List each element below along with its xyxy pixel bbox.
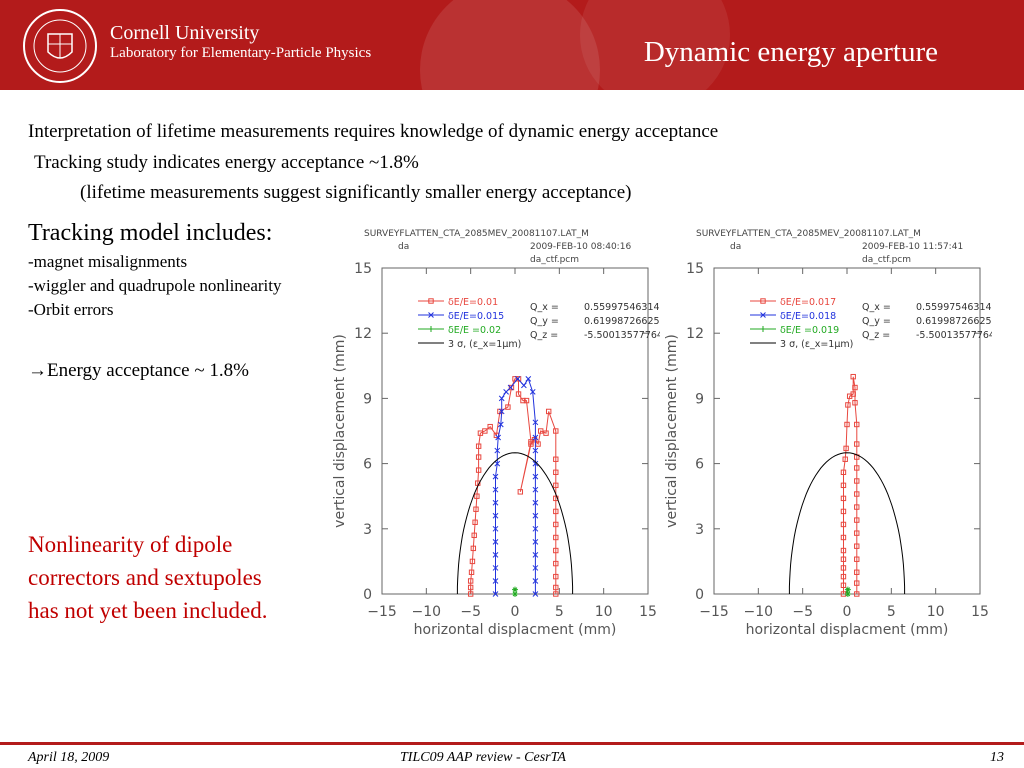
university-name: Cornell University	[110, 22, 260, 44]
legend-label: δE/E=0.015	[448, 311, 505, 322]
y-tick-label: 3	[363, 521, 372, 538]
data-point	[521, 383, 526, 388]
cornell-seal-logo	[22, 8, 98, 84]
tune-label: Q_z =	[530, 330, 559, 341]
slide-header	[0, 0, 1024, 90]
footer-divider	[0, 742, 1024, 745]
data-point	[526, 376, 531, 381]
legend-label: δE/E=0.01	[448, 297, 499, 308]
body-line-2: Tracking study indicates energy acceptance ~1.8%	[34, 152, 419, 173]
x-axis-label: horizontal displacment (mm)	[413, 622, 617, 638]
legend-label: δE/E =0.019	[780, 325, 840, 336]
x-axis-label: horizontal displacment (mm)	[745, 622, 949, 638]
x-tick-label: −5	[792, 604, 813, 620]
tune-value: 0.55997546314	[916, 302, 992, 313]
body-line-1: Interpretation of lifetime measurements requires knowledge of dynamic energy acceptance	[28, 121, 719, 142]
tune-value: -5.50013577764	[584, 330, 660, 341]
footer-date: April 18, 2009	[28, 750, 110, 765]
plot-header-text: SURVEYFLATTEN_CTA_2085MEV_20081107.LAT_M	[364, 229, 589, 239]
data-point	[512, 587, 518, 593]
model-item: -magnet misalignments	[28, 252, 188, 271]
x-tick-label: 10	[594, 604, 613, 620]
footer-event: TILC09 AAP review - CesrTA	[400, 750, 566, 765]
model-item: -Orbit errors	[28, 300, 114, 319]
x-tick-label: 0	[510, 604, 520, 620]
x-tick-label: −5	[460, 604, 481, 620]
legend-label: δE/E =0.02	[448, 325, 502, 336]
y-axis-label: vertical displacement (mm)	[332, 334, 348, 528]
plot-svg	[330, 222, 660, 642]
y-tick-label: 0	[363, 587, 372, 603]
lab-name: Laboratory for Elementary-Particle Physics	[110, 45, 372, 61]
tune-value: 0.61998726625	[916, 316, 992, 327]
x-tick-label: −10	[411, 604, 442, 620]
data-point	[504, 389, 509, 394]
acceptance-line	[28, 360, 249, 382]
legend-marker	[428, 326, 434, 332]
legend-label: δE/E=0.017	[780, 297, 837, 308]
tune-value: 0.61998726625	[584, 316, 660, 327]
plot-header-text: da_ctf.pcm	[530, 255, 580, 265]
footer-page-number: 13	[990, 750, 1004, 765]
x-tick-label: 15	[971, 604, 989, 620]
model-item: -wiggler and quadrupole nonlinearity	[28, 276, 282, 295]
dynamic-aperture-plot-left	[330, 222, 660, 647]
y-tick-label: 15	[354, 261, 372, 277]
note-line: Nonlinearity of dipole	[28, 532, 233, 557]
legend-label: 3 σ, (ε_x=1μm)	[448, 339, 522, 350]
y-tick-label: 0	[695, 587, 704, 603]
plot-header-text: da	[730, 242, 742, 252]
plot-header-text: SURVEYFLATTEN_CTA_2085MEV_20081107.LAT_M	[696, 229, 921, 239]
y-tick-label: 6	[695, 456, 704, 473]
note-line: has not yet been included.	[28, 598, 268, 623]
tune-value: 0.55997546314	[584, 302, 660, 313]
y-tick-label: 3	[695, 521, 704, 538]
x-tick-label: −15	[367, 604, 397, 620]
x-tick-label: 0	[842, 604, 852, 620]
plot-header-text: 2009-FEB-10 08:40:16	[530, 242, 632, 252]
plot-header-text: da_ctf.pcm	[862, 255, 912, 265]
x-tick-label: −10	[743, 604, 774, 620]
arrow-icon: →	[28, 360, 47, 381]
x-tick-label: 10	[926, 604, 945, 620]
tune-label: Q_y =	[530, 316, 559, 327]
y-tick-label: 9	[695, 391, 704, 408]
y-tick-label: 12	[686, 326, 704, 343]
series-envelope-line	[789, 453, 904, 594]
y-tick-label: 6	[363, 456, 372, 473]
slide-title: Dynamic energy aperture	[643, 36, 938, 68]
y-axis-label: vertical displacement (mm)	[664, 334, 680, 528]
x-tick-label: 5	[886, 604, 896, 620]
tune-label: Q_y =	[862, 316, 891, 327]
plot-svg	[662, 222, 992, 642]
legend-label: 3 σ, (ε_x=1μm)	[780, 339, 854, 350]
plot-header-text: 2009-FEB-10 11:57:41	[862, 242, 964, 252]
tune-label: Q_x =	[862, 302, 891, 313]
y-tick-label: 12	[354, 326, 372, 343]
y-tick-label: 9	[363, 391, 372, 408]
tune-value: -5.50013577764	[916, 330, 992, 341]
legend-label: δE/E=0.018	[780, 311, 837, 322]
series-line	[471, 379, 556, 594]
y-tick-label: 15	[686, 261, 704, 277]
x-tick-label: 15	[639, 604, 657, 620]
tune-label: Q_z =	[862, 330, 891, 341]
tune-label: Q_x =	[530, 302, 559, 313]
x-tick-label: −15	[699, 604, 729, 620]
plot-header-text: da	[398, 242, 410, 252]
acceptance-text: Energy acceptance ~ 1.8%	[47, 360, 249, 381]
legend-marker	[760, 326, 766, 332]
x-tick-label: 5	[554, 604, 564, 620]
note-line: correctors and sextupoles	[28, 565, 262, 590]
body-line-3: (lifetime measurements suggest significantly smaller energy acceptance)	[80, 182, 632, 203]
model-heading: Tracking model includes:	[28, 220, 273, 246]
dynamic-aperture-plot-right	[662, 222, 992, 647]
